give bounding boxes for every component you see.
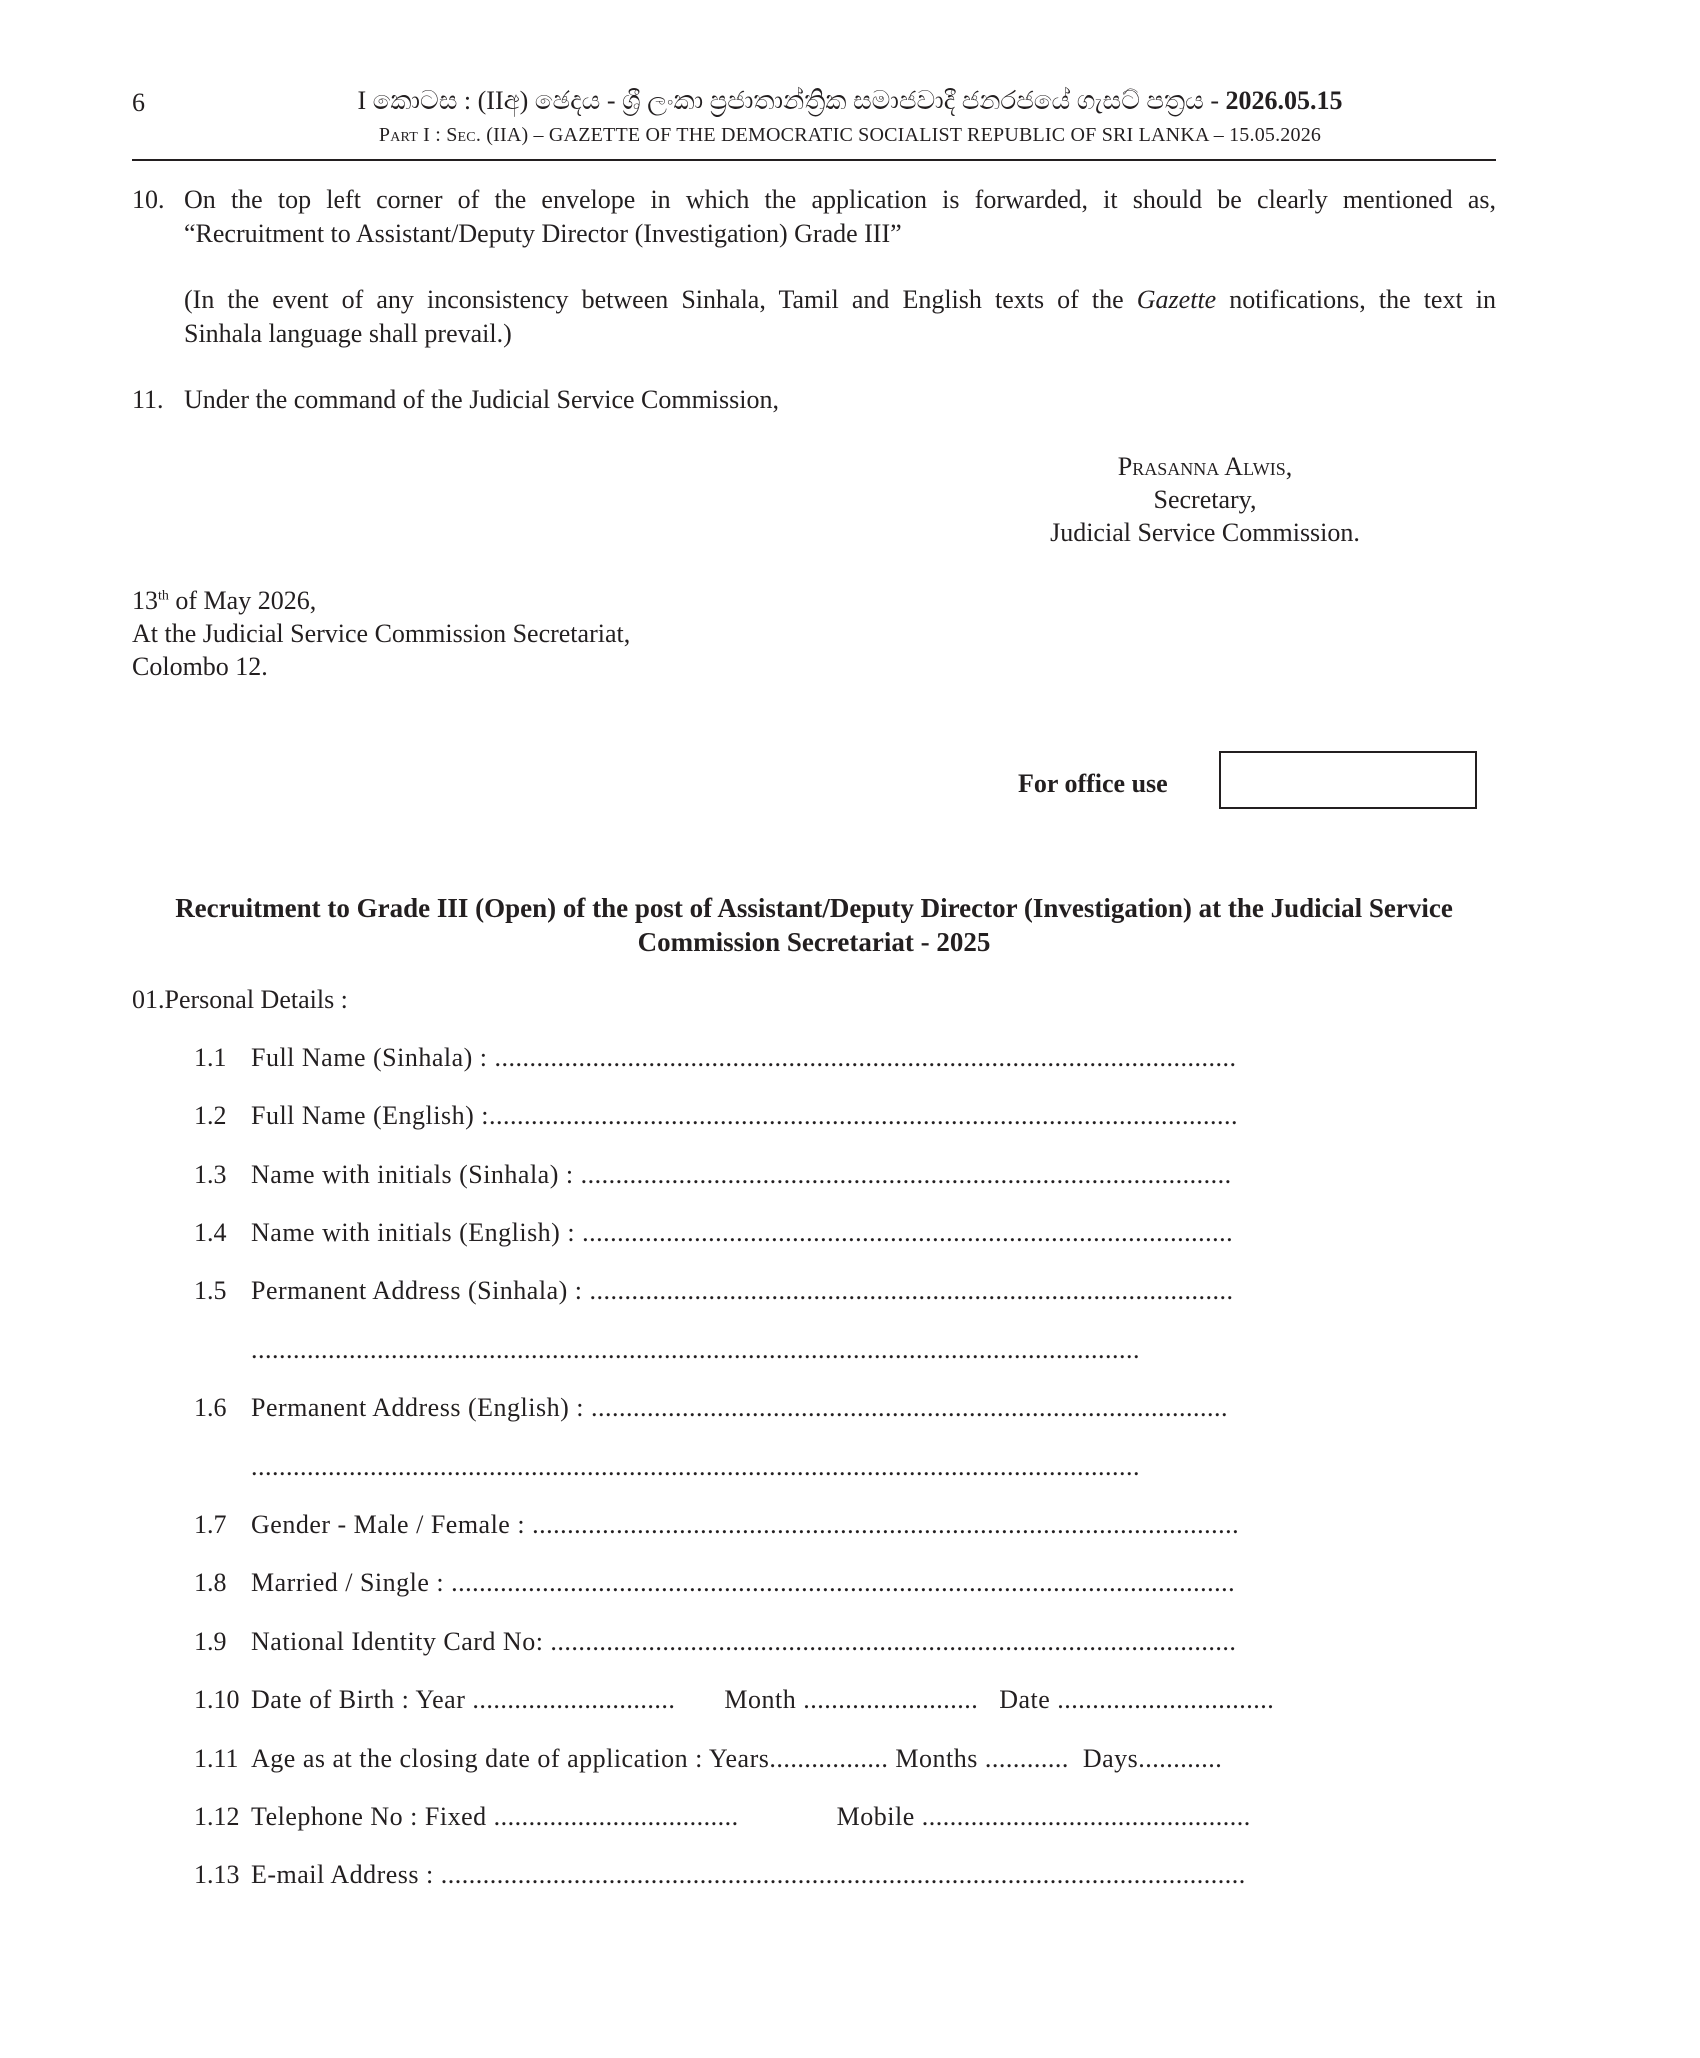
- section-title: 01.Personal Details :: [132, 985, 348, 1014]
- item-number: 1.9: [194, 1627, 227, 1656]
- signature-block: [970, 450, 1440, 549]
- signatory-title: Secretary,: [1153, 485, 1257, 514]
- item-field: Permanent Address (Sinhala) : ............................................................................................: [251, 1276, 1234, 1305]
- item-number: 1.6: [194, 1393, 227, 1422]
- header-rule: [132, 159, 1496, 161]
- issue-month-year: of May 2026,: [168, 586, 317, 615]
- item-number: 1.5: [194, 1276, 227, 1305]
- item-field: Gender - Male / Female : .....................................................................................................: [251, 1510, 1240, 1539]
- item-number: 1.2: [194, 1101, 227, 1130]
- item-number: 1.8: [194, 1568, 227, 1597]
- note-text-a: (In the event of any inconsistency between Sinhala, Tamil and English texts of the: [184, 285, 1137, 314]
- item-field: Name with initials (English) : .............................................................................................: [251, 1218, 1234, 1247]
- form-title: [132, 891, 1496, 959]
- signatory-organization: Judicial Service Commission.: [1050, 518, 1360, 547]
- header-sinhala: [200, 86, 1500, 117]
- place-date-block: [132, 584, 630, 683]
- item-field: Name with initials (Sinhala) : .............................................................................................: [251, 1160, 1232, 1189]
- issue-day-suffix: th: [158, 588, 169, 604]
- paragraph-10: [0, 183, 1700, 253]
- item-number: 1.7: [194, 1510, 227, 1539]
- item-field: Date of Birth : Year ............................. Month ......................... Date ...............................: [251, 1685, 1275, 1714]
- item-number: 1.11: [194, 1744, 239, 1773]
- note-text-b: notifications, the text in: [1216, 285, 1497, 314]
- header-part: Part I :: [378, 124, 441, 146]
- office-use-label: For office use: [1018, 769, 1168, 798]
- item-field: Telephone No : Fixed ................................... Mobile ...............................................: [251, 1802, 1251, 1831]
- header-sinhala-date: 2026.05.15: [1225, 86, 1343, 115]
- page-number: 6: [132, 88, 145, 117]
- paragraph-11-text: Under the command of the Judicial Service Commission,: [184, 385, 779, 414]
- issue-place: At the Judicial Service Commission Secretariat,: [132, 619, 631, 648]
- item-field: Married / Single : ................................................................................................................: [251, 1568, 1236, 1597]
- item-number: 1.1: [194, 1043, 227, 1072]
- item-number: 1.10: [194, 1685, 240, 1714]
- item-field: ...............................................................................................................................: [251, 1335, 1140, 1364]
- office-use-box: [1219, 751, 1477, 809]
- form-title-line-2: Commission Secretariat - 2025: [637, 927, 991, 957]
- item-field: Full Name (English) :...........................................................................................................: [251, 1101, 1238, 1130]
- item-field: Permanent Address (English) : ...........................................................................................: [251, 1393, 1228, 1422]
- signatory-name: Prasanna Alwis,: [1117, 452, 1293, 481]
- item-field: National Identity Card No: ..................................................................................................: [251, 1627, 1237, 1656]
- paragraph-number: 10.: [132, 185, 165, 214]
- header-english-rest: (IIA) – GAZETTE OF THE DEMOCRATIC SOCIALIST REPUBLIC OF SRI LANKA – 15.05.2026: [486, 124, 1322, 146]
- item-number: 1.4: [194, 1218, 227, 1247]
- paragraph-11: [0, 383, 1700, 419]
- issue-day: 13: [132, 586, 158, 615]
- issue-date: [132, 584, 630, 617]
- item-field: Age as at the closing date of application : Years................. Months ............ Days............: [251, 1744, 1223, 1773]
- item-number: 1.3: [194, 1160, 227, 1189]
- item-field: E-mail Address : ...................................................................................................................: [251, 1860, 1246, 1889]
- item-number: 1.12: [194, 1802, 240, 1831]
- language-note-line-2: Sinhala language shall prevail.): [184, 319, 512, 348]
- header-sinhala-text: I කොටස : (IIඅ) ඡෙදය - ශ්‍රී ලංකා ප්‍රජාතාන්ත්‍රික සමාජවාදී ජනරජයේ ගැසට් පත්‍රය -: [357, 86, 1226, 115]
- note-gazette: Gazette: [1136, 285, 1217, 314]
- paragraph-10-line-1: On the top left corner of the envelope in which the application is forwarded, it should be clearly mentioned as,: [184, 185, 1496, 214]
- paragraph-10-line-2: “Recruitment to Assistant/Deputy Director (Investigation) Grade III”: [184, 219, 902, 248]
- item-number: 1.13: [194, 1860, 240, 1889]
- language-note: [0, 283, 1700, 353]
- language-note-line-1: [184, 283, 1496, 317]
- paragraph-number: 11.: [132, 385, 164, 414]
- header-sec: Sec.: [446, 124, 482, 146]
- form-title-line-1: Recruitment to Grade III (Open) of the post of Assistant/Deputy Director (Investigation) at the Judicial Service: [175, 893, 1453, 923]
- item-field: ...............................................................................................................................: [251, 1452, 1140, 1481]
- item-field: Full Name (Sinhala) : ..........................................................................................................: [251, 1043, 1237, 1072]
- issue-city: Colombo 12.: [132, 652, 268, 681]
- header-english: [200, 124, 1500, 147]
